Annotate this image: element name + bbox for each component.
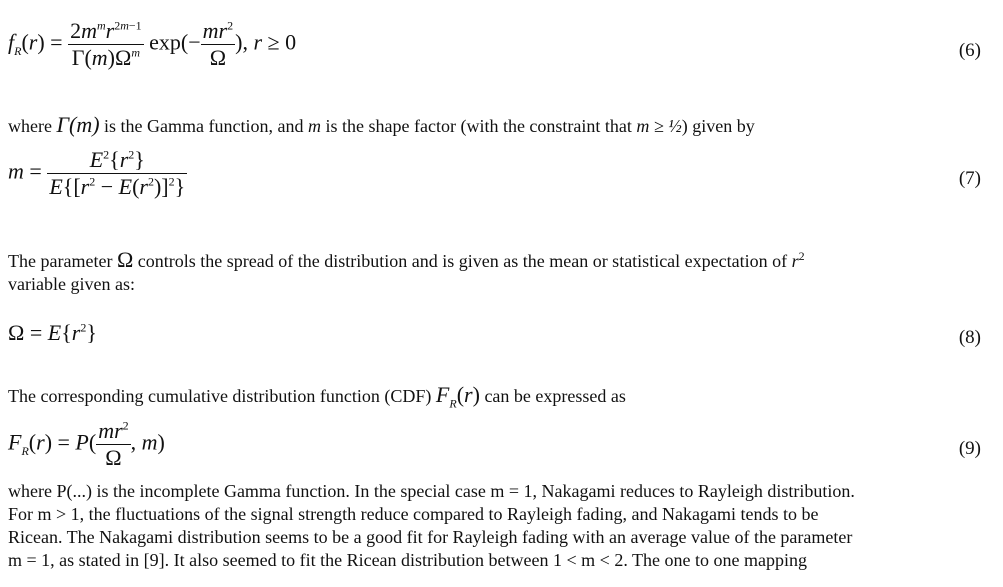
equation-6: $f_R(r)$ = $\frac{2m^mr^{2m-1}}{\Gamma(m)\Omega^m}$ exp(− $\frac{mr^2}{\Omega}$ ), r ≥ 0 bbox=[8, 18, 297, 70]
paragraph-omega: The parameter Ω controls the spread of the distribution and is given as the mean or statistical expectation of $r^2$ variable given as: bbox=[8, 247, 805, 294]
eq9-number: (9) bbox=[958, 438, 981, 459]
equation-8: $\Omega = E\{r^2\}$ bbox=[8, 320, 97, 345]
paragraph-gamma: where Γ(m) is the Gamma function, and m is the shape factor (with the constraint that m ≥ ½) given by bbox=[8, 112, 755, 137]
para4-line-1: where P(...) is the incomplete Gamma function. In the special case m = 1, Nakagami reduces to Rayleigh distribution. bbox=[8, 481, 855, 501]
para4-line-4: m = 1, as stated in [9]. It also seemed to fit the Ricean distribution between 1 < m < 2. The one to one mapping bbox=[8, 550, 807, 570]
equation-9: $F_R(r) = P$( $\frac{mr^2}{\Omega}$ , m) bbox=[8, 418, 165, 470]
paragraph-nakagami bbox=[8, 480, 993, 572]
eq7-number: (7) bbox=[958, 168, 981, 189]
equation-7: m = $\frac{E^2\{r^2\}}{E\{[r^2 - E(r^2)]^2\}}$ bbox=[8, 147, 186, 199]
paragraph-cdf: The corresponding cumulative distribution function (CDF) $F_R(r)$ can be expressed as bbox=[8, 382, 626, 411]
eq8-number: (8) bbox=[958, 327, 981, 348]
eq6-fraction: $\frac{2m^mr^{2m-1}}{\Gamma(m)\Omega^m}$ bbox=[70, 18, 142, 70]
para4-line-3: Ricean. The Nakagami distribution seems to be a good fit for Rayleigh fading with an average value of the parameter bbox=[8, 527, 853, 547]
eq6-number: (6) bbox=[958, 40, 981, 61]
para4-line-2: For m > 1, the fluctuations of the signal strength reduce compared to Rayleigh fading, and Nakagami tends to be bbox=[8, 504, 819, 524]
